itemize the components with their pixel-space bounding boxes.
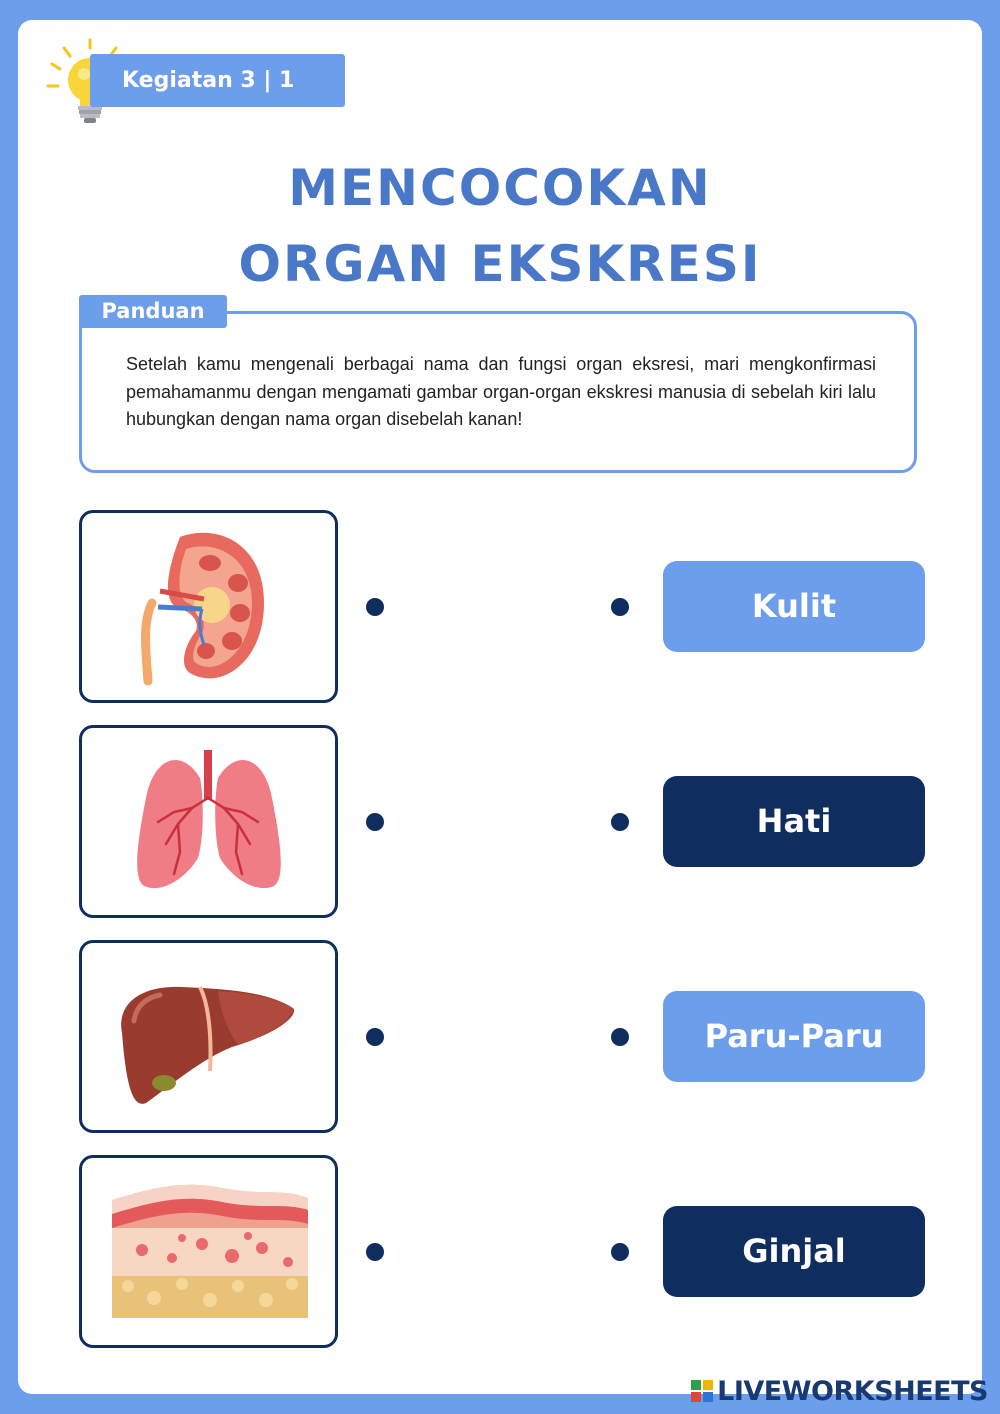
- left-dot-3[interactable]: [366, 1028, 384, 1046]
- label-kulit[interactable]: Kulit: [663, 561, 925, 652]
- kidney-icon: [82, 513, 335, 700]
- right-dot-3[interactable]: [611, 1028, 629, 1046]
- image-card-kidney[interactable]: [79, 510, 338, 703]
- right-dot-2[interactable]: [611, 813, 629, 831]
- title-line-1: MENCOCOKAN: [288, 159, 712, 217]
- left-dot-1[interactable]: [366, 598, 384, 616]
- right-dot-1[interactable]: [611, 598, 629, 616]
- label-ginjal[interactable]: Ginjal: [663, 1206, 925, 1297]
- label-hati[interactable]: Hati: [663, 776, 925, 867]
- title-line-2: ORGAN EKSKRESI: [238, 235, 762, 293]
- right-dot-4[interactable]: [611, 1243, 629, 1261]
- guide-tab: Panduan: [79, 295, 227, 328]
- left-dot-2[interactable]: [366, 813, 384, 831]
- liveworksheets-brand: [691, 1376, 988, 1406]
- label-paru-paru[interactable]: Paru-Paru: [663, 991, 925, 1082]
- liver-icon: [82, 943, 335, 1130]
- left-dot-4[interactable]: [366, 1243, 384, 1261]
- activity-tag: Kegiatan 3 | 1: [90, 54, 345, 107]
- brand-text: LIVEWORKSHEETS: [717, 1375, 988, 1407]
- guide-text: Setelah kamu mengenali berbagai nama dan fungsi organ eksresi, mari mengkonfirmasi pemahamanmu dengan mengamati gambar organ-organ ekskresi manusia di sebelah kiri lalu hubungkan dengan nama organ disebelah kanan!: [126, 354, 876, 429]
- image-card-lungs[interactable]: [79, 725, 338, 918]
- skin-layers-icon: [82, 1158, 335, 1345]
- page-title: [0, 150, 1000, 302]
- image-card-skin[interactable]: [79, 1155, 338, 1348]
- lungs-icon: [82, 728, 335, 915]
- image-card-liver[interactable]: [79, 940, 338, 1133]
- liveworksheets-logo-icon: [691, 1380, 713, 1402]
